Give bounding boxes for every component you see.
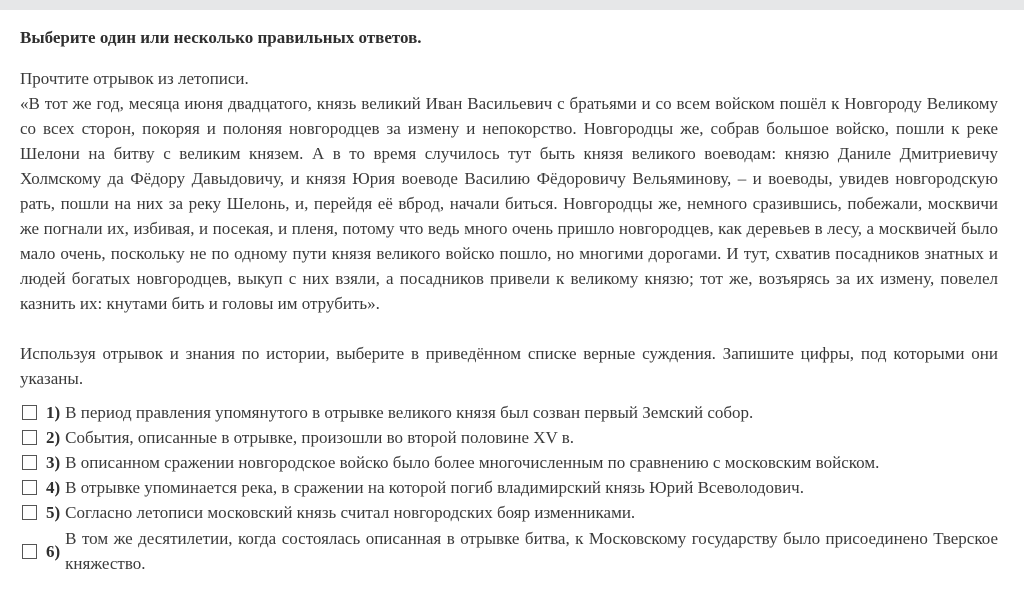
option-6-checkbox[interactable]	[22, 544, 37, 559]
option-text: В отрывке упоминается река, в сражении на которой погиб владимирский князь Юрий Всеволодович.	[65, 478, 804, 497]
option-5-checkbox[interactable]	[22, 505, 37, 520]
chronicle-passage: «В тот же год, месяца июня двадцатого, князь великий Иван Васильевич с братьями и со всем войском пошёл к Новгороду Великому со всех сторон, покоряя и полоняя новгородцев за измену и непокорство. Новгородцы же, собрав большое войско, пошли к реке Шелони на битву с великим князем. А в то время случилось тут быть князя великого воеводам: князю Даниле Дмитриевичу Холмскому да Фёдору Давыдовичу, и князя Юрия воеводе Василию Фёдоровичу Вельяминову, – и воеводы, увидев новгородскую рать, пошли на них за реку Шелонь, и, перейдя её вброд, начали биться. Новгородцы же, немного сразившись, побежали, москвичи же погнали их, избивая, и посекая, и пленя, потому что ведь много очень пришло новгородцев, как деревьев в лесу, а москвичей было мало очень, поскольку не по одному пути князя великого войско пошло, но многими дорогами. И тут, схватив посадников знатных и людей богатых новгородцев, выкуп с них взяли, а посадников привели к великому князю; тот же, возъярясь за их измену, повелел казнить их: кнутами бить и головы им отрубить».	[20, 94, 998, 313]
question-content	[20, 27, 998, 576]
task-text: Используя отрывок и знания по истории, выберите в приведённом списке верные суждения. Запишите цифры, под которыми они указаны.	[20, 344, 998, 388]
option-number: 2)	[46, 428, 61, 447]
option-1-checkbox[interactable]	[22, 405, 37, 420]
option-text: В описанном сражении новгородское войско было более многочисленным по сравнению с московским войском.	[65, 453, 880, 472]
option-text: События, описанные в отрывке, произошли во второй половине XV в.	[65, 428, 575, 447]
answer-option-1[interactable]	[20, 400, 998, 425]
passage-intro: Прочтите отрывок из летописи.	[20, 69, 249, 88]
answer-option-3[interactable]	[20, 450, 998, 475]
answer-option-5[interactable]	[20, 500, 998, 525]
option-number: 1)	[46, 403, 61, 422]
option-text: В период правления упомянутого в отрывке великого князя был созван первый Земский собор.	[65, 403, 754, 422]
option-number: 4)	[46, 478, 61, 497]
answer-option-2[interactable]	[20, 425, 998, 450]
option-2-checkbox[interactable]	[22, 430, 37, 445]
answer-option-4[interactable]	[20, 475, 998, 500]
option-text: В том же десятилетии, когда состоялась описанная в отрывке битва, к Московскому государству было присоединено Тверское княжество.	[65, 529, 998, 573]
option-number: 6)	[46, 541, 61, 561]
option-text: Согласно летописи московский князь считал новгородских бояр изменниками.	[65, 503, 636, 522]
option-number: 5)	[46, 503, 61, 522]
answer-options	[20, 400, 998, 576]
option-3-checkbox[interactable]	[22, 455, 37, 470]
option-4-checkbox[interactable]	[22, 480, 37, 495]
option-number: 3)	[46, 453, 61, 472]
top-bar	[0, 0, 1024, 10]
answer-option-6[interactable]	[20, 526, 998, 576]
question-instruction: Выберите один или несколько правильных ответов.	[20, 28, 422, 47]
